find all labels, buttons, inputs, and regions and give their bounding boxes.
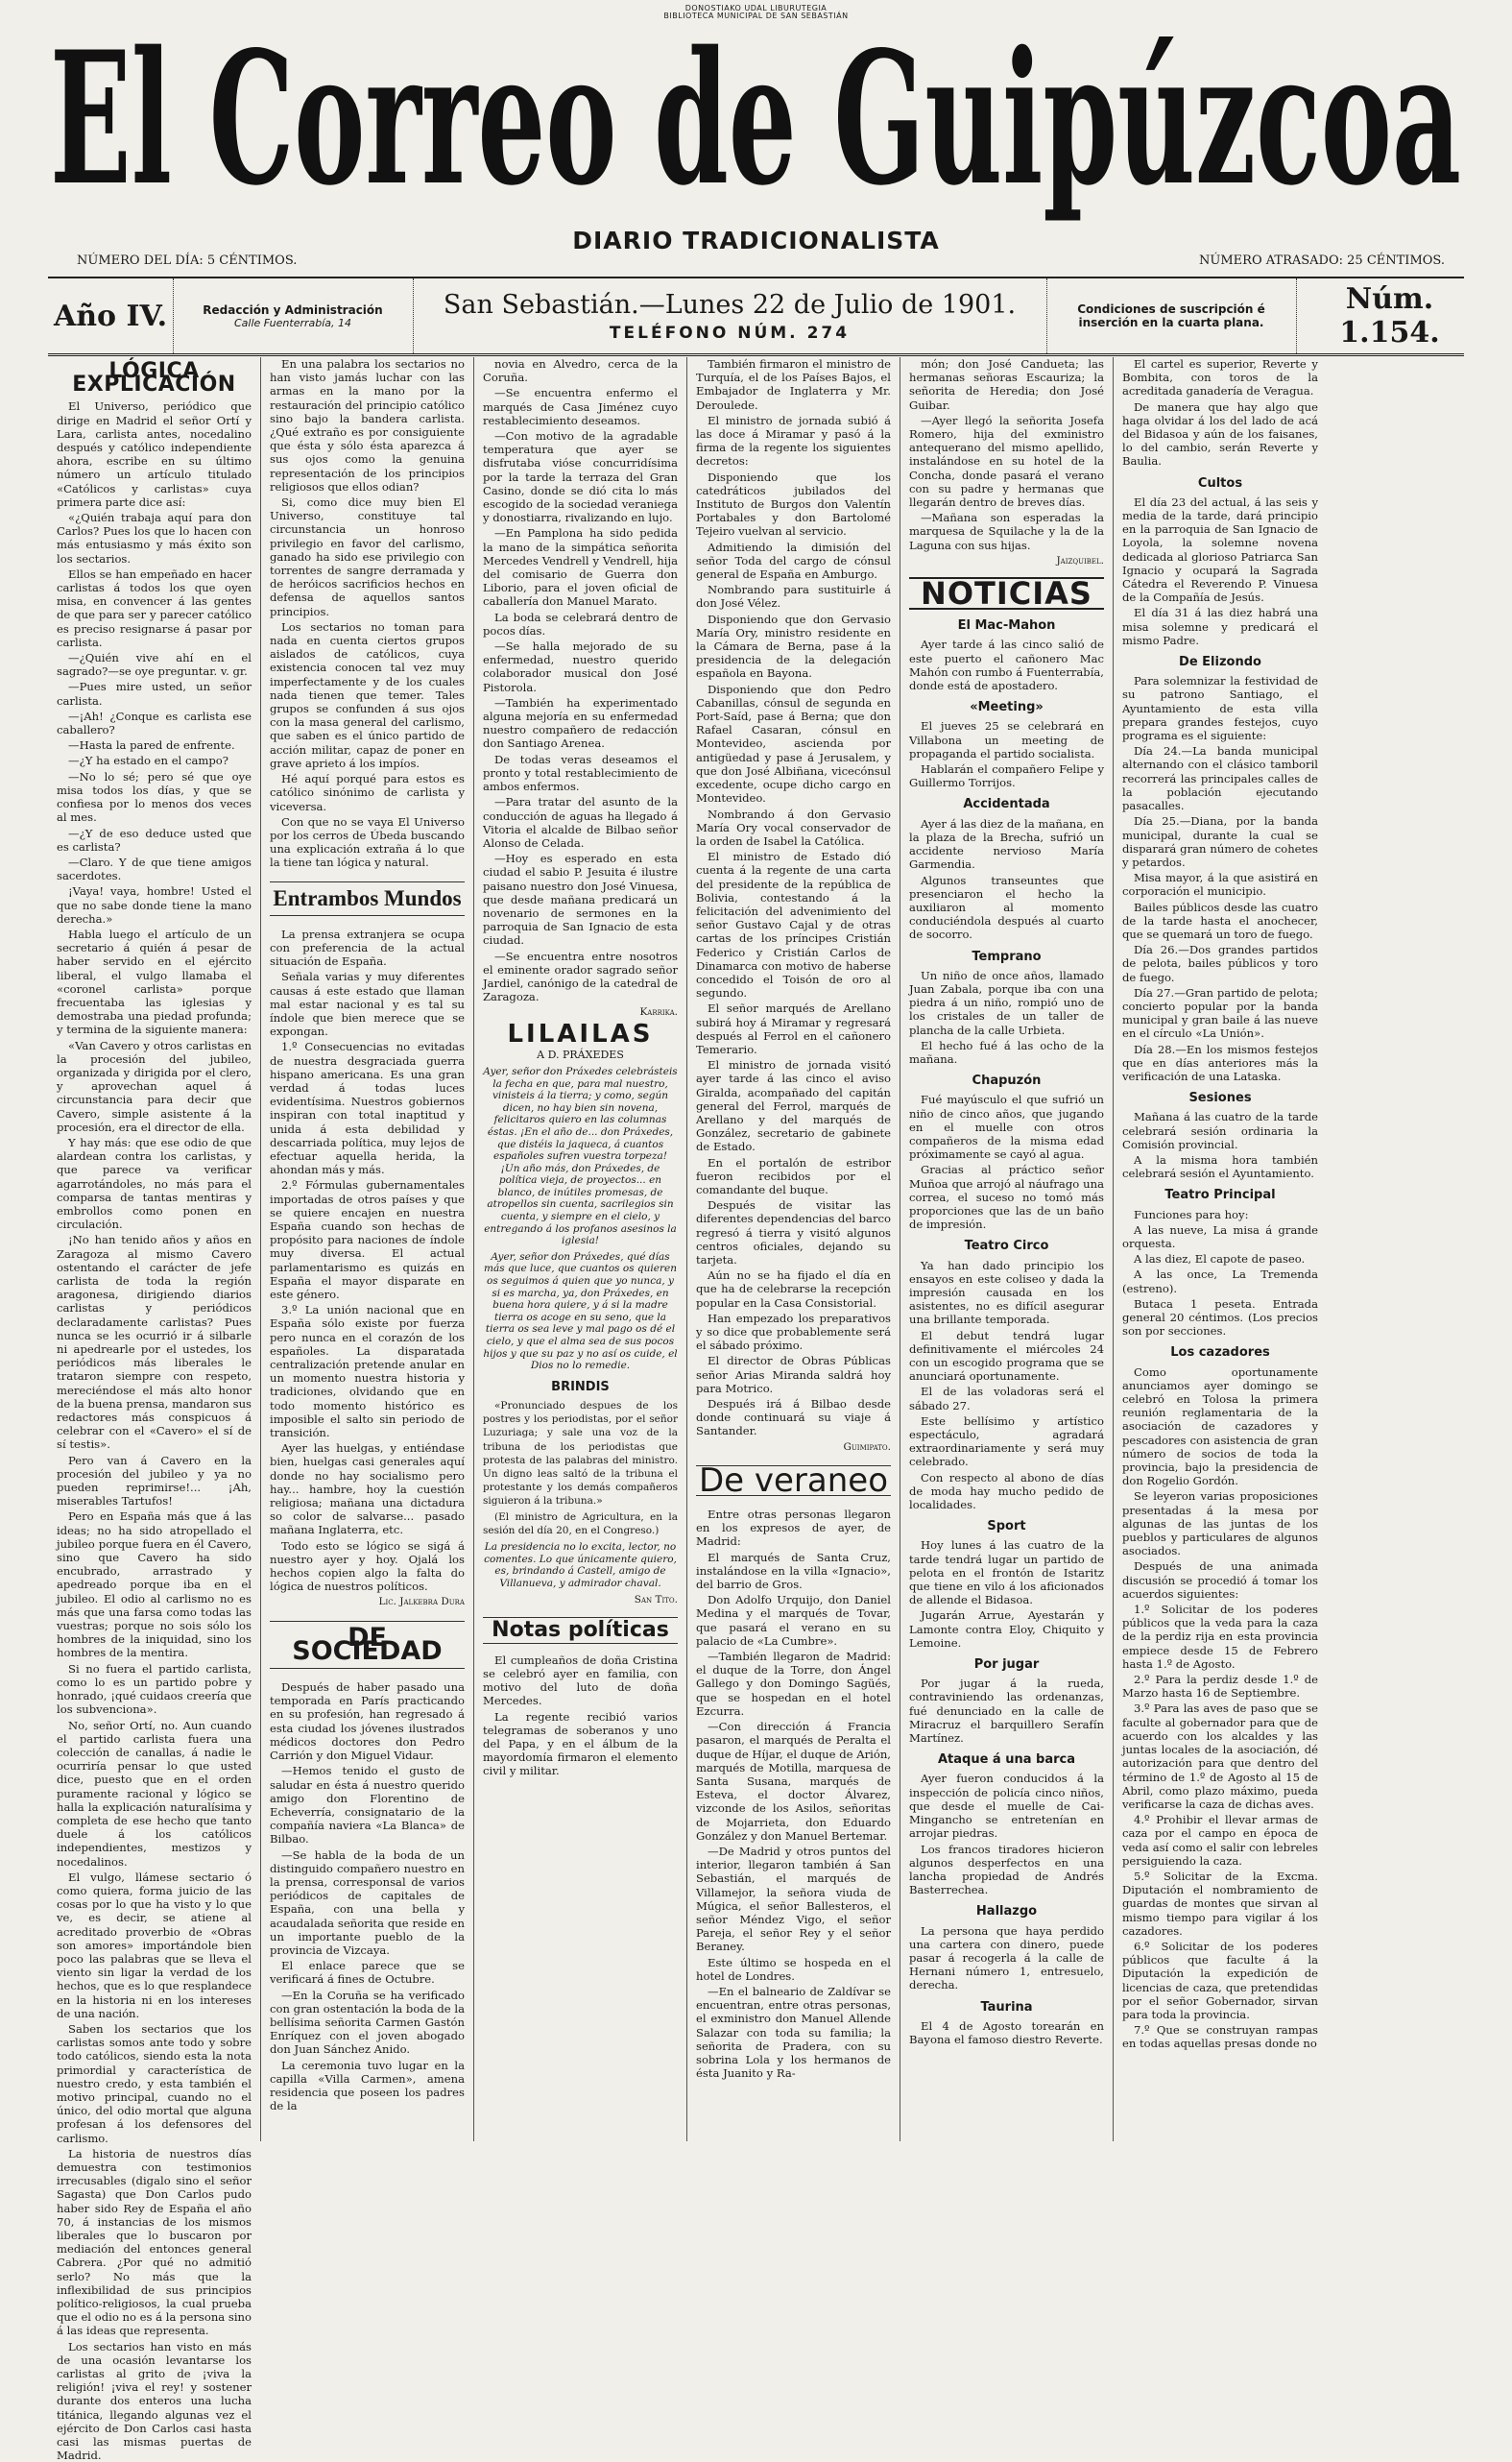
paragraph: Todo esto se lógico se sigá á nuestro ayer y hoy. Ojalá los hechos copien algo la falta do lógica de nuestros políticos. [270,1538,465,1594]
author-signature: Lic. Jalkebra Dura [378,1596,465,1608]
paragraph: Pero van á Cavero en la procesión del jubileo y ya no pueden reprimirse!... ¡Ah, miserables Tartufos! [57,1453,252,1509]
paragraph: —Para tratar del asunto de la conducción de aguas ha llegado á Vitoria el alcalde de Bilbao señor Alonso de Celada. [483,795,678,850]
paragraph: «Van Cavero y otros carlistas en la procesión del jubileo, organizada y dirigida por el clero, y aprovechan aquel á circunstancia para decir que Cavero, simple asistente á la procesión, era el director de ella. [57,1038,252,1134]
author-signature: Guimipato. [843,1440,891,1453]
paragraph: Ayer tarde á las cinco salió de este puerto el cañonero Mac Mahón con rumbo á Fuenterrabía, donde está de apostadero. [909,638,1104,693]
paragraph: A las nueve, La misa á grande orquesta. [1122,1222,1318,1250]
paragraph: —¿Y ha estado en el campo? [68,754,228,768]
author-signature: San Tito. [634,1594,678,1606]
paragraph: Nombrando para sustituirle á don José Vélez. [696,583,891,611]
subheading: El Mac-Mahon [957,618,1056,634]
paragraph: ¡No han tenido años y años en Zaragoza al mismo Cavero ostentando el carácter de jefe carlista de toda la región aragonesa, dirigiendo diarios carlistas y periódicos declaradamente carlistas? Pues nunca se les ocurrió ir á silbarle ni apedrearle por el ustedes, los periódicos más liberales le trataron siempre con respeto, mereciéndose el más alto honor de la buena prensa, mandaron sus redactores más conspicuos á celebrar con el «Cavero» el sí de sí testis». [57,1233,252,1452]
column-5 [900,357,1114,2141]
paragraph: Los sectarios no toman para nada en cuenta ciertos grupos aislados de católicos, cuya existencia conocen tal vez muy imperfectamente y de los cuales nada tienen que temer. Tales grupos se confunden á sus ojos con la masa general del carlismo, que saben es el único partido de acción militar, capaz de poner en grave aprieto á los impíos. [270,619,465,770]
paragraph: De todas veras deseamos el pronto y total restablecimiento de ambos enfermos. [483,752,678,794]
paragraph: Misa mayor, á la que asistirá en corporación el municipio. [1122,871,1318,899]
paragraph: 6.º Solicitar de los poderes públicos que faculte á la Diputación la expedición de licencias de caza, que pretendidas por el señor Gobernador, sirvan para toda la provincia. [1122,1939,1318,2021]
paragraph: Don Adolfo Urquijo, don Daniel Medina y el marqués de Tovar, que pasará el verano en su palacio de «La Cumbre». [696,1593,891,1648]
paragraph: Señala varias y muy diferentes causas á este estado que llaman mal estar nacional y es tal su índole que bien merece que se expongan. [270,970,465,1039]
paragraph: Con que no se vaya El Universo por los cerros de Úbeda buscando una explicación extraña á lo que la tiene tan lógica y natural. [270,814,465,870]
paragraph: El jueves 25 se celebrará en Villabona un meeting de propaganda el partido socialista. [909,719,1104,760]
paragraph: Este bellísimo y artístico espectáculo, agradará extraordinariamente y será muy celebrado. [909,1413,1104,1469]
masthead-subtitle: DIARIO TRADICIONALISTA [572,227,940,254]
paragraph: Habla luego el artículo de un secretario á quién á pesar de haber servido en el ejército liberal, el vulgo llamaba el «coronel carlista» porque frecuentaba las iglesias y demostraba una piedad profunda; y termina de la siguiente manera: [57,927,252,1037]
paragraph: Aún no se ha fijado el día en que ha de celebrarse la recepción popular en la Casa Consistorial. [696,1268,891,1310]
paragraph: El 4 de Agosto torearán en Bayona el famoso diestro Reverte. [909,2018,1104,2046]
paragraph: Los sectarios han visto en más de una ocasión levantarse los carlistas al grito de ¡viva la religión! ¡viva el rey! y sostener durante dos enteros una lucha titánica, llegando algunas vez el ejército de Don Carlos casi hasta casi las mismas puertas de Madrid. [57,2339,252,2462]
paragraph: Ayer fueron conducidos á la inspección de policía cinco niños, que desde el muelle de Cai-Mingancho se entretenían en arrojar piedras. [909,1772,1104,1841]
paragraph: Disponiendo que los catedráticos jubilados del Instituto de Burgos don Valentín Portabales y don Bartolomé Tejeiro vuelvan al servicio. [696,470,891,539]
paragraph: —Se encuentra entre nosotros el eminente orador sagrado señor Jardiel, canónigo de la catedral de Zaragoza. [483,949,678,1004]
paragraph: Por jugar á la rueda, contraviniendo las ordenanzas, fué denunciado en la calle de Miracruz el barquillero Serafín Martínez. [909,1677,1104,1746]
paragraph: Mañana á las cuatro de la tarde celebrará sesión ordinaria la Comisión provincial. [1122,1110,1318,1151]
paragraph: —Con motivo de la agradable temperatura que ayer se disfrutaba vióse concurridísima por la tarde la terraza del Gran Casino, donde se dió cita lo más escogido de la sociedad veraniega y donostiarra, rivalizando en lujo. [483,429,678,525]
paragraph: (El ministro de Agricultura, en la sesión del día 20, en el Congreso.) [483,1510,678,1536]
paragraph: La persona que haya perdido una cartera con dinero, puede pasar á recogerla á la calle de Hernani número 1, entresuelo, derecha. [909,1923,1104,1992]
paragraph: —Con dirección á Francia pasaron, el marqués de Peralta el duque de Híjar, el duque de Arión, marqués de Motilla, marquesa de Santa Susana, marqués de Esteva, el doctor Álvarez, vizconde de los Asilos, señoritas de Mojarrieta, don Eduardo González y don Manuel Bertemar. [696,1720,891,1843]
paragraph: —En Pamplona ha sido pedida la mano de la simpática señorita Mercedes Vendrell y Vendrell, hija del comisario de Guerra don Liborio, para el joven oficial de caballería don Manuel Marato. [483,526,678,609]
paragraph: Día 27.—Gran partido de pelota; concierto popular por la banda municipal y gran baile á las nueve en el círculo «La Unión». [1122,985,1318,1041]
paragraph: Saben los sectarios que los carlistas somos ante todo y sobre todo católicos, siendo esta la nota primordial y característica de nuestro credo, y esta también el motivo principal, cuando no el único, del odio mortal que alguna profesan á los defensores del carlismo. [57,2021,252,2145]
author-signature: Karrika. [639,1006,678,1019]
paragraph: —Se encuentra enfermo el marqués de Casa Jiménez cuyo restablecimiento deseamos. [483,386,678,427]
column-2 [261,357,474,2141]
subheading: Teatro Principal [1164,1188,1276,1203]
subheading: Hallazgo [975,1904,1038,1919]
paragraph: —¿Y de eso deduce usted que es carlista? [57,826,252,854]
paragraph: A las diez, El capote de paseo. [1134,1252,1306,1267]
paragraph: Se leyeron varias proposiciones presentadas á la mesa por algunas de las juntas de los pueblos y particulares de algunos asociados. [1122,1489,1318,1558]
paragraph: Después de visitar las diferentes dependencias del barco regresó á tierra y visitó algunos centros oficiales, dejando su tarjeta. [696,1198,891,1267]
column-1 [48,357,261,2462]
issue-date: San Sebastián.—Lunes 22 de Julio de 1901. [443,289,1017,320]
paragraph: El hecho fué á las ocho de la mañana. [909,1038,1104,1066]
paragraph: 1.º Solicitar de los poderes públicos que la veda para la caza de la perdiz rija en esta provincia empiece desde 15 de Febrero hasta 1.º de Agosto. [1122,1603,1318,1671]
subheading: Los cazadores [1170,1345,1270,1361]
paragraph: Hé aquí porqué para estos es católico sinónimo de carlista y viceversa. [270,772,465,813]
issue-year: Año IV. [48,278,174,353]
subheading: Teatro Circo [964,1239,1049,1254]
paragraph: Después irá á Bilbao desde donde continuará su viaje á Santander. [696,1397,891,1438]
paragraph: 3.º La unión nacional que en España sólo existe por fuerza pero nunca en el corazón de los españoles. La disparatada centralización pretende anular en un momento nuestra historia y tradiciones, olvidando que en todo momento histórico es imposible el salto sin periodo de transición. [270,1303,465,1440]
paragraph: —Hemos tenido el gusto de saludar en ésta á nuestro querido amigo don Florentino de Echeverría, consignatario de la compañía naviera «La Blanca» de Bilbao. [270,1764,465,1846]
paragraph: Algunos transeuntes que presenciaron el hecho la auxiliaron al momento conduciéndola después al cuarto de socorro. [909,873,1104,942]
paragraph: Entre otras personas llegaron en los expresos de ayer, de Madrid: [696,1508,891,1549]
paragraph: Hablarán el compañero Felipe y Guillermo Torrijos. [909,762,1104,790]
paragraph: Día 26.—Dos grandes partidos de pelota, bailes públicos y toro de fuego. [1122,943,1318,984]
paragraph: —De Madrid y otros puntos del interior, llegaron también á San Sebastián, el marqués de Villamejor, la señora viuda de Múgica, el señor Ballesteros, el señor Méndez Vigo, el señor Pareja, el señor Rey y el señor Beraney. [696,1844,891,1954]
headline-notas-politicas: Notas políticas [483,1617,678,1644]
paragraph: También firmaron el ministro de Turquía, el de los Países Bajos, el Embajador de Inglaterra y Mr. Deroulede. [696,357,891,412]
subheading: Taurina [980,1999,1033,2015]
paragraph: 4.º Prohibir el llevar armas de caza por el campo en época de veda así como el salir con lebreles persiguiendo la caza. [1122,1813,1318,1868]
paragraph: —Se halla mejorado de su enfermedad, nuestro querido colaborador musical don José Pistorola. [483,640,678,694]
paragraph: La regente recibió varios telegramas de soberanos y uno del Papa, y en el álbum de la mayordomía firmaron el elemento civil y militar. [483,1709,678,1778]
paragraph: Admitiendo la dimisión del señor Toda del cargo de cónsul general de España en Amburgo. [696,540,891,582]
paragraph: Después de haber pasado una temporada en París practicando en su profesión, han regresado á esta ciudad los jóvenes ilustrados médicos doctores don Pedro Carrión y don Miguel Vidaur. [270,1680,465,1763]
editorial-office [173,278,414,353]
paragraph: El día 23 del actual, á las seis y media de la tarde, dará principio en la parroquia de San Ignacio de Loyola, la solemne novena dedicada al glorioso Patriarca San Ignacio y ocupará la Sagrada Cátedra el Reverendo P. Vinuesa de la Compañía de Jesús. [1122,495,1318,605]
editorial-office-address: Calle Fuenterrabía, 14 [233,316,352,329]
paragraph: Ayer las huelgas, y entiéndase bien, huelgas casi generales aquí donde no hay socialismo pero hay... hambre, hoy la cuestión religiosa; mañana una dictadura so color de salvarse... pasado mañana Inglaterra, etc. [270,1441,465,1537]
issue-number: Núm. 1.154. [1339,282,1440,350]
paragraph: —Claro. Y de que tiene amigos sacerdotes. [57,855,252,883]
paragraph: «Pronunciado despues de los postres y los periodistas, por el señor Luzuriaga; y sale una voz de la tribuna de los periodistas que protesta de las palabras del ministro. Un digno leas saltó de la tribuna el protestante y los demás compañeros siguieron á la tribuna.» [483,1400,678,1508]
paragraph: —No lo sé; pero sé que oye misa todos los días, y que se confiesa por lo menos dos veces al mes. [57,769,252,825]
column-3 [474,357,687,2141]
paragraph: El de las voladoras será el sábado 27. [909,1385,1104,1412]
paragraph: Para solemnizar la festividad de su patrono Santiago, el Ayuntamiento de esta villa prepara grandes festejos, cuyo programa es el siguiente: [1122,674,1318,743]
masthead-title: El Correo de Guipúzcoa [50,12,1461,226]
paragraph: —En la Coruña se ha verificado con gran ostentación la boda de la bellísima señorita Carmen Gastón Enríquez con el joven abogado don Juan Sánchez Anido. [270,1988,465,2057]
author-signature: Jaizquibel. [1056,554,1104,567]
paragraph: 2.º Fórmulas gubernamentales importadas de otros países y que se quiere encajen en nuestra España cuando son hechas de propósito para naciones de índole muy diversa. El actual parlamentarismo es quizás en España el mayor disparate en este género. [270,1178,465,1301]
paragraph: Disponiendo que don Pedro Cabanillas, cónsul de segunda en Port-Saíd, pase á Berna; que don Rafael Casaran, cónsul en Montevideo, ascienda por antigüedad y pase á Jerusalem, y que don José Albiñana, vicecónsul excedente, ocupe dicho cargo en Montevideo. [696,682,891,806]
article-columns [48,357,1474,2462]
paragraph: No, señor Ortí, no. Aun cuando el partido carlista fuera una colección de canallas, á nadie le ocurriría pensar lo que usted dice, puesto que en el orden puramente racional y lógico se halla la explicación naturalísima y completa de ese hecho que tanto duele á los católicos independientes, mestizos y nocedalinos. [57,1718,252,1869]
paragraph: Nombrando á don Gervasio María Ory vocal conservador de la orden de Isabel la Católica. [696,807,891,848]
paragraph: Un niño de once años, llamado Juan Zabala, porque iba con una piedra á un niño, rompió uno de los cristales de un taller de plancha de la calle Urbieta. [909,968,1104,1037]
paragraph: El Universo, periódico que dirige en Madrid el señor Ortí y Lara, carlista antes, nocedalino después y católico independiente ahora, escribe en su último número un artículo titulado «Católicos y carlistas» cuya primera parte dice así: [57,399,252,509]
poem-verse: La presidencia no lo excita, lector, no comentes. Lo que únicamente quiero, es, brindando á Castell, amigo de Villanueva, y admirador chaval. [484,1541,677,1589]
paragraph: Ellos se han empeñado en hacer carlistas á todos los que oyen misa, en convencer á las gentes de que para ser y parecer católico es preciso resignarse á pasar por carlista. [57,567,252,649]
paragraph: —Hoy es esperado en esta ciudad el sabio P. Jesuita é ilustre paisano nuestro don José Vinuesa, que desde mañana predicará un novenario de sermones en la parroquia de San Ignacio de esta ciudad. [483,852,678,948]
paragraph: De manera que hay algo que haga olvidar á los del lado de acá del Bidasoa y aún de los faisanes, lo del cambio, serán Reverte y Baulia. [1122,399,1318,469]
subheading: Chapuzón [972,1074,1042,1089]
newspaper-page [38,0,1474,2462]
paragraph: Hoy lunes á las cuatro de la tarde tendrá lugar un partido de pelota en el frontón de Istaritz que tiene en vilo á los aficionados de allende el Bidasoa. [909,1538,1104,1607]
issue-phone: TELÉFONO NÚM. 274 [609,323,851,343]
paragraph: Fué mayúsculo el que sufrió un niño de cinco años, que jugando en el muelle con otros compañeros de la misma edad próximamente se cayó al agua. [909,1093,1104,1162]
library-stamp-line1: DONOSTIAKO UDAL LIBURUTEGIA [684,4,828,12]
headline-noticias: NOTICIAS [909,577,1104,610]
paragraph: —También llegaron de Madrid: el duque de la Torre, don Ángel Gallego y don Domingo Sagüés, que se hospedan en el hotel Ezcurra. [696,1650,891,1718]
paragraph: El marqués de Santa Cruz, instalándose en la villa «Ignacio», del barrio de Gros. [696,1550,891,1592]
column-4 [687,357,900,2141]
paragraph: —Pues mire usted, un señor carlista. [57,680,252,708]
paragraph: —Se habla de la boda de un distinguido compañero nuestro en la prensa, corresponsal de varios periódicos de capitales de España, con una bella y acaudalada señorita que reside en un importante pueblo de la provincia de Vizcaya. [270,1847,465,1957]
paragraph: En una palabra los sectarios no han visto jamás luchar con las armas en la mano por la restauración del principio católico sino bajo la bandera carlista. ¿Qué extraño es por consiguiente que ésta y sólo ésta aparezca á sus ojos como la genuina representación de los principios religiosos que ellos odian? [270,357,465,494]
paragraph: La historia de nuestros días demuestra con testimonios irrecusables (digalo sino el señor Sagasta) que Don Carlos pudo haber sido Rey de España el año 70, á instancias de los mismos liberales que lo buscaron por mediación del entonces general Cabrera. ¿Por qué no admitió serlo? No más que la inflexibilidad de sus principios político-religiosos, la cual prueba que el odio no es á la persona sino á las ideas que representa. [57,2146,252,2338]
paragraph: Disponiendo que don Gervasio María Ory, ministro residente en la Cámara de Berna, pase á la presidencia de la delegación española en Bayona. [696,612,891,681]
paragraph: El ministro de jornada visitó ayer tarde á las cinco el aviso Giralda, acompañado del capitán general del Ferrol, marqués de Arellano y del marqués de González, secretario de gabinete de Estado. [696,1058,891,1154]
subheading: Sport [987,1519,1026,1534]
poem-dedication: A D. PRÁXEDES [537,1048,624,1061]
paragraph: El director de Obras Públicas señor Arias Miranda saldrá hoy para Motrico. [696,1354,891,1395]
paragraph: Día 28.—En los mismos festejos que en días anteriores más la verificación de una Lataska. [1122,1042,1318,1083]
price-back-issue: NÚMERO ATRASADO: 25 CÉNTIMOS. [1199,253,1445,268]
headline-entrambos-mundos: Entrambos Mundos [270,881,465,916]
paragraph: Gracias al práctico señor Muñoa que arrojó al náufrago una correa, el suceso no tomó más proporciones que las de un baño de impresión. [909,1163,1104,1232]
poem-verse: Ayer, señor don Práxedes, qué días más que luce, que cuantos os quieren os seguimos á quien que yo nunca, y si es marcha, ya, don Práxedes, en buena hora quiere, y á si la madre tierra os acoge en su seno, que la tierra os sea leve y mal pago os dé el cielo, y que el alma sea de sus pocos hijos y que su paz y no así os cuide, el Dios no lo remedie. [483,1250,678,1372]
paragraph: —¡Ah! ¿Conque es carlista ese caballero? [57,709,252,737]
paragraph: El señor marqués de Arellano subirá hoy á Miramar y regresará después al Ferrol en el cañonero Temerario. [696,1002,891,1056]
paragraph: novia en Alvedro, cerca de la Coruña. [483,357,678,385]
paragraph: El cartel es superior, Reverte y Bombita, con toros de la acreditada ganadería de Veragua. [1122,357,1318,398]
paragraph: Los francos tiradores hicieron algunos desperfectos en una lancha propiedad de Andrés Basterrechea. [909,1842,1104,1897]
paragraph: Si no fuera el partido carlista, como lo es un partido pobre y honrado, ¡qué cuidaos creería que los subvenciona». [57,1661,252,1717]
paragraph: Jugarán Arrue, Ayestarán y Lamonte contra Eloy, Chiquito y Lemoine. [909,1608,1104,1650]
paragraph: Ya han dado principio los ensayos en este coliseo y dada la impresión causada en los asistentes, no es difícil asegurar una brillante temporada. [909,1258,1104,1327]
subheading: Sesiones [1188,1091,1252,1106]
paragraph: 5.º Solicitar de la Excma. Diputación el nombramiento de guardas de montes que sirvan al mismo tiempo para vigilar á los cazadores. [1122,1869,1318,1938]
library-stamp-line2: BIBLIOTECA MUNICIPAL DE SAN SEBASTIÁN [663,12,849,20]
paragraph: 7.º Que se construyan rampas en todas aquellas presas donde no [1122,2023,1318,2051]
paragraph: Bailes públicos desde las cuatro de la tarde hasta el anochecer, que se quemará un toro de fuego. [1122,900,1318,941]
paragraph: El ministro de Estado dió cuenta á la regente de una carta del presidente de la república de Bolivia, contestando á la felicitación del advenimiento del señor Gustavo Cajal y de otras cartas de los príncipes Cristián Federico y Cristián Carlos de Dinamarca con motivo de haberse concedido el Toisón de oro al segundo. [696,850,891,1001]
paragraph: Día 24.—La banda municipal alternando con el clásico tamboril recorrerá las principales calles de la población ejecutando pasacalles. [1122,744,1318,813]
headline-de-sociedad: DE SOCIEDAD [270,1621,465,1669]
paragraph: Con respecto al abono de días de moda hay mucho pedido de localidades. [909,1470,1104,1512]
paragraph: —Hasta la pared de enfrente. [68,738,235,753]
paragraph: El debut tendrá lugar definitivamente el miércoles 24 con un escogido programa que se anunciará oportunamente. [909,1328,1104,1384]
paragraph: El cumpleaños de doña Cristina se celebró ayer en familia, con motivo del luto de doña Mercedes. [483,1653,678,1708]
headline-lilailas: LILAILAS [507,1019,654,1049]
paragraph: La prensa extranjera se ocupa con preferencia de la actual situación de España. [270,927,465,969]
subheading: Accidentada [963,797,1050,812]
paragraph: —¿Quién vive ahí en el sagrado?—se oye preguntar. v. gr. [57,651,252,679]
paragraph: —También ha experimentado alguna mejoría en su enfermedad nuestro compañero de redacción don Santiago Arenea. [483,695,678,751]
issue-info-bar [48,277,1464,356]
paragraph: El día 31 á las diez habrá una misa solemne y predicará el mismo Padre. [1122,606,1318,647]
paragraph: La boda se celebrará dentro de pocos días. [483,610,678,638]
subscription-conditions: Condiciones de suscripción é inserción en la cuarta plana. [1046,278,1297,353]
paragraph: ¡Vaya! vaya, hombre! Usted el que no sabe donde tiene la mano derecha.» [57,884,252,926]
paragraph: Si, como dice muy bien El Universo, constituye tal circunstancia un honroso privilegio en favor del carlismo, ganado ha sido ese privilegio con torrentes de sangre derramada y de heróicos sacrificios hechos en defensa de aquellos santos principios. [270,495,465,618]
paragraph: La ceremonia tuvo lugar en la capilla «Villa Carmen», amena residencia que poseen los padres de la [270,2058,465,2113]
paragraph: Como oportunamente anunciamos ayer domingo se celebró en Tolosa la primera reunión reglamentaria de la asociación de cazadores y pescadores con asistencia de gran número de socios de toda la provincia, bajo la presidencia de don Rogelio Gordón. [1122,1364,1318,1488]
paragraph: Día 25.—Diana, por la banda municipal, durante la cual se disparará gran número de cohetes y petardos. [1122,814,1318,869]
subheading: Por jugar [973,1657,1040,1673]
headline-logica-explicacion: LÓGICA EXPLICACIÓN [72,359,236,398]
paragraph: món; don José Candueta; las hermanas señoras Escauriza; la señorita de Heredia; don José Guibar. [909,357,1104,412]
subheading: Cultos [1197,475,1243,491]
paragraph: —Mañana son esperadas la marquesa de Squilache y la de la Laguna con sus hijas. [909,511,1104,552]
paragraph: 2.º Para la perdiz desde 1.º de Marzo hasta 16 de Septiembre. [1122,1673,1318,1701]
paragraph: A la misma hora también celebrará sesión el Ayuntamiento. [1122,1152,1318,1181]
column-6 [1114,357,1327,2141]
paragraph: 1.º Consecuencias no evitadas de nuestra desgraciada guerra hispano americana. Es una gran verdad á todas luces evidentísima. Nuestros gobiernos inspiran con total inaptitud y unida á esta debilidad y descarriada política, muy lejos de efectuar aquella herida, la ahondan más y más. [270,1040,465,1177]
paragraph: Funciones para hoy: [1134,1207,1249,1221]
paragraph: Butaca 1 peseta. Entrada general 20 céntimos. (Los precios son por secciones. [1122,1296,1318,1339]
subheading-brindis: BRINDIS [551,1379,610,1394]
subheading: De Elizondo [1179,655,1261,670]
price-today: NÚMERO DEL DÍA: 5 CÉNTIMOS. [77,253,298,268]
paragraph: «¿Quién trabaja aquí para don Carlos? Pues los que lo hacen con más entusiasmo y más éxito son los sectarios. [57,511,252,566]
headline-de-veraneo: De veraneo [696,1465,891,1496]
editorial-office-label: Redacción y Administración [203,302,383,317]
paragraph: Han empezado los preparativos y so dice que probablemente será el sábado próximo. [696,1311,891,1353]
issue-date-block [413,278,1047,353]
paragraph: Y hay más: que ese odio de que alardean contra los carlistas, y que parece va verificar agarrotándoles, no más para el comparsa de tantas mentiras y embrollos como ponen en circulación. [57,1135,252,1232]
paragraph: Ayer á las diez de la mañana, en la plaza de la Brecha, sufrió un accidente nervioso María Garmendia. [909,816,1104,872]
paragraph: A las once, La Tremenda (estreno). [1122,1267,1318,1295]
paragraph: Pero en España más que á las ideas; no ha sido atropellado el jubileo porque fuera en él Cavero, sino que Cavero ha sido encubrado, arrastrado y apedreado porque iba en el jubileo. El odio al carlismo no es más que una farsa como todas las vuestras; porque no sois sólo los hombres de la iniquidad, sino los hombres de la mentira. [57,1509,252,1660]
paragraph: 3.º Para las aves de paso que se faculte al gobernador para que de acuerdo con los alcaldes y las juntas locales de la asociación, dé autorización para que dentro del término de 1.º de Agosto al 15 de Abril, como plazo máximo, pueda verificarse la caza de dichas aves. [1122,1702,1318,1811]
paragraph: En el portalón de estribor fueron recibidos por el comandante del buque. [696,1155,891,1196]
subheading: «Meeting» [970,700,1044,715]
paragraph: —En el balneario de Zaldívar se encuentran, entre otras personas, el exministro don Manuel Allende Salazar con toda su familia; la señorita de Pradera, con su sobrina Lola y los hermanos de ésta Juanito y Ra- [696,1984,891,2081]
paragraph: Después de una animada discusión se procedió á tomar los acuerdos siguientes: [1122,1559,1318,1601]
paragraph: Este último se hospeda en el hotel de Londres. [696,1955,891,1983]
paragraph: El enlace parece que se verificará á fines de Octubre. [270,1959,465,1987]
poem-verse: Ayer, señor don Práxedes celebrásteis la fecha en que, para mal nuestro, vinisteis á la tierra; y como, según dicen, no hay bien sin novena, felicitaros quiero en las columnas éstas. ¡En el año de... don Práxedes, que distéis la jaqueca, á cuantos españoles sufren vuestra torpeza! ¡Un año más, don Práxedes, de política vieja, de proyectos... en blanco, de inútiles promesas, de atropellos sin cuenta, sacrilegios sin cuenta, y siempre en el cielo, y entregando á los profanos asesinos la iglesia! [483,1065,678,1247]
subheading: Ataque á una barca [937,1752,1076,1768]
paragraph: El vulgo, llámese sectario ó como quiera, forma juicio de las cosas por lo que ha visto y lo que ve, es decir, se atiene al acreditado proverbio de «Obras son amores» importándole bien poco las palabras que se lleva el viento sin ligar la verdad de los hechos, que es lo que resplandece en la historia ni en los intereses de una nación. [57,1870,252,2020]
subheading: Temprano [972,949,1042,964]
paragraph: —Ayer llegó la señorita Josefa Romero, hija del exministro antequerano del mismo apellido, instalándose en su hotel de la Concha, donde pasará el verano con su padre y hermanas que llegarán dentro de breves días. [909,413,1104,510]
paragraph: El ministro de jornada subió á las doce á Miramar y pasó á la firma de la regente los siguientes decretos: [696,413,891,469]
